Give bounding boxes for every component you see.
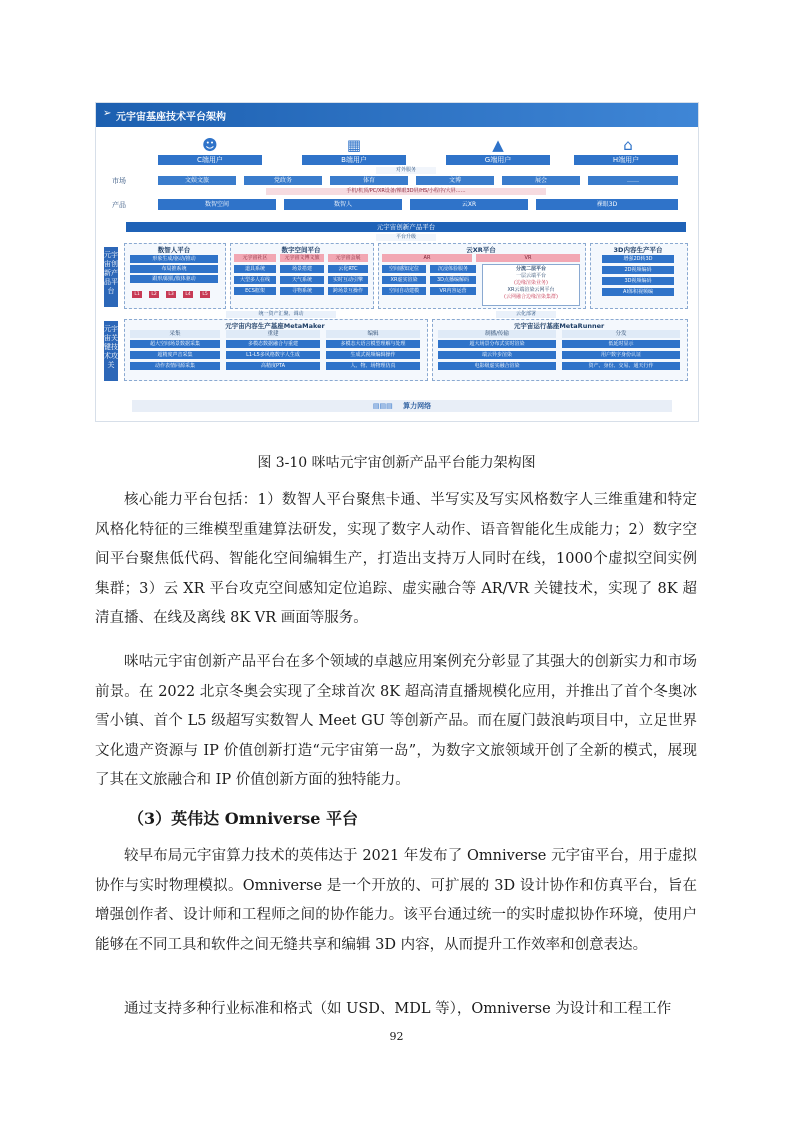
metamaker-cell: 多模态大语言模型理解与处理 xyxy=(326,340,420,348)
digital-space-title: 数字空间平台 xyxy=(281,246,321,254)
split-item: 一层云端平台 xyxy=(515,273,546,279)
building-icon: ▦ xyxy=(346,136,362,154)
metamaker-head: 编辑 xyxy=(326,330,420,338)
content-3d-cell: 2D视频编码 xyxy=(602,266,674,274)
content-3d-cell: 增强2D转3D xyxy=(602,255,674,263)
content-3d-cell: AI体积视频编 xyxy=(602,288,674,296)
server-icon: ▤▤▤ xyxy=(372,402,393,410)
metamaker-cell: 超精度声音采集 xyxy=(130,351,220,359)
level-badge: L5 xyxy=(200,291,210,298)
metamaker-cell: 超大空间场景数据采集 xyxy=(130,340,220,348)
product-item: 裸眼3D xyxy=(536,199,678,210)
platform-upgrade-label: 平台升级 xyxy=(376,234,436,241)
compute-network-bar xyxy=(132,400,672,412)
cloud-xr-cell: 空间自动建模 xyxy=(382,287,426,295)
product-item: 数智人 xyxy=(284,199,402,210)
cloud-xr-head-ar: AR xyxy=(382,254,472,262)
cloud-xr-cell: 沉浸体验服务 xyxy=(430,265,476,273)
government-icon: ▲ xyxy=(492,136,504,154)
metamaker-cell: 人、物、场物理仿真 xyxy=(326,362,420,370)
architecture-figure xyxy=(95,102,699,422)
content-3d-title: 3D内容生产平台 xyxy=(613,246,663,254)
cloud-deploy-label: 云化部署 xyxy=(496,311,556,318)
metarunner-cell: 低延时显示 xyxy=(562,340,680,348)
split-item: (边缘渲染业务) xyxy=(514,280,548,286)
product-row-label: 产品 xyxy=(112,201,126,209)
market-item: 体育 xyxy=(330,176,408,185)
metarunner-cell: 超大场景分布式实时渲染 xyxy=(438,340,556,348)
digital-space-head: 元宇宙文博文旅 xyxy=(280,254,324,262)
core-platform-side-label: 元宇宙创新产品平台 xyxy=(104,247,118,307)
digital-space-cell: 跨场景互操作 xyxy=(328,287,368,295)
digital-space-cell: 云化RTC xyxy=(328,265,368,273)
split-item: (云网融合边缘渲染集群) xyxy=(504,294,558,300)
market-item: 展会 xyxy=(502,176,580,185)
figure-caption: 图 3-10 咪咕元宇宙创新产品平台能力架构图 xyxy=(257,455,536,471)
level-badge: L2 xyxy=(149,291,159,298)
home-icon: ⌂ xyxy=(623,136,633,154)
compute-network-label: 算力网络 xyxy=(403,402,432,410)
digital-human-title: 数智人平台 xyxy=(157,246,191,254)
digital-space-cell: 大型多人在线 xyxy=(234,276,276,284)
section-heading: （3）英伟达 Omniverse 平台 xyxy=(128,809,358,828)
product-item: 云XR xyxy=(410,199,528,210)
metamaker-head: 重建 xyxy=(226,330,320,338)
split-item: XR云端渲染云网平台 xyxy=(507,287,555,293)
paragraph: 通过支持多种行业标准和格式（如 USD、MDL 等），Omniverse 为设计和工程工作 xyxy=(124,1001,672,1017)
metarunner-cell: 端云异步渲染 xyxy=(438,351,556,359)
users-group-icon: ☻ xyxy=(202,136,218,154)
metarunner-title: 元宇宙运行基座MetaRunner xyxy=(513,322,605,330)
bridge-label: 统一资产汇聚、调动 xyxy=(226,311,336,318)
base-tech-side-label: 元宇宙关键技术攻关 xyxy=(104,321,118,381)
metamaker-cell: L1-L5多风格数字人生成 xyxy=(226,351,320,359)
metamaker-title: 元宇宙内容生产基座MetaMaker xyxy=(225,322,325,330)
level-badge: L3 xyxy=(166,291,176,298)
cloud-xr-head-vr: VR xyxy=(476,254,580,262)
digital-human-item: 形象生成/驱动/推动 xyxy=(130,255,218,263)
user-g: G端用户 xyxy=(446,155,550,165)
market-row-label: 市场 xyxy=(112,177,126,185)
figure-title-bar xyxy=(96,103,698,127)
user-h: H端用户 xyxy=(574,155,678,165)
split-platform-title: 分流二层平台 xyxy=(515,266,546,272)
cloud-xr-cell: 空间感知定位 xyxy=(382,265,426,273)
metarunner-cell: 电影级虚实融合渲染 xyxy=(438,362,556,370)
paragraph: 较早布局元宇宙算力技术的英伟达于 2021 年发布了 Omniverse 元宇宙平台，用于虚拟协作与实时物理模拟。Omniverse 是一个开放的、可扩展的 3D 设计协作和仿真平台，旨在增强创作者、设计师和工程师之间的协作能力。该平台通过统一的实时虚拟协作环境，使用户能够在不同工具和软件之间无缝共享和编辑 3D 内容，从而提升工作效率和创意表达。 xyxy=(95,848,697,953)
metamaker-cell: 高精度PTA xyxy=(226,362,320,370)
digital-human-item: 跟形/跟肌/肢体驱动 xyxy=(130,275,218,283)
external-service-label: 对外服务 xyxy=(376,167,436,174)
cloud-xr-title: 云XR平台 xyxy=(466,246,496,254)
figure-title: 元宇宙基座技术平台架构 xyxy=(116,112,226,123)
level-badge: L4 xyxy=(183,291,193,298)
user-b: B端用户 xyxy=(302,155,406,165)
metarunner-cell: 用户数字身份认证 xyxy=(562,351,680,359)
split-platform-box xyxy=(482,264,580,306)
digital-human-item: 布局推系统 xyxy=(130,265,218,273)
digital-space-cell: 场景搭建 xyxy=(280,265,324,273)
digital-space-cell: 天气系统 xyxy=(280,276,324,284)
paragraph: 咪咕元宇宙创新产品平台在多个领域的卓越应用案例充分彰显了其强大的创新实力和市场前景。在 2022 北京冬奥会实现了全球首次 8K 超高清直播规模化应用，并推出了首个冬奥冰雪小镇、首个 L5 级超写实数智人 Meet GU 等创新产品。而在厦门鼓浪屿项目中，立足世界文化遗产资源与 IP 价值创新打造“元宇宙第一岛”，为数字文旅领域开创了全新的模式，展现了其在文旅融合和 IP 价值创新方面的独特能力。 xyxy=(95,654,697,788)
cloud-xr-cell: VR内容运营 xyxy=(430,287,476,295)
content-3d-cell: 3D视频编码 xyxy=(602,277,674,285)
page-number: 92 xyxy=(389,1030,404,1043)
digital-space-cell: 寻物系统 xyxy=(280,287,324,295)
metamaker-cell: 动作表情同源采集 xyxy=(130,362,220,370)
digital-space-cell: ECS框架 xyxy=(234,287,276,295)
market-item: …… xyxy=(588,176,678,185)
paragraph: 核心能力平台包括：1）数智人平台聚焦卡通、半写实及写实风格数字人三维重建和特定风格化特征的三维模型重建算法研发，实现了数字人动作、语音智能化生成能力；2）数字空间平台聚焦低代码、智能化空间编辑生产，打造出支持万人同时在线，1000个虚拟空间实例集群；3）云 XR 平台攻克空间感知定位追踪、虚实融合等 AR/VR 关键技术，实现了 8K 超清直播、在线及离线 8K VR 画面等服务。 xyxy=(95,492,697,626)
cloud-xr-cell: 3D点播编解码 xyxy=(430,276,476,284)
digital-space-head: 元宇宙会展 xyxy=(328,254,368,262)
user-c: C端用户 xyxy=(158,155,262,165)
market-item: 党政务 xyxy=(244,176,322,185)
digital-space-cell: 实时互动引擎 xyxy=(328,276,368,284)
level-badge: L1 xyxy=(132,291,142,298)
devices-line: 手机/机顶/PC/XR设备/裸眼3D屏/HS/小程序/大屏…… xyxy=(266,188,546,195)
arrow-icon: ➢ xyxy=(103,108,112,119)
digital-space-cell: 道具系统 xyxy=(234,265,276,273)
metamaker-cell: 多模态数据融合与重建 xyxy=(226,340,320,348)
metamaker-head: 采集 xyxy=(130,330,220,338)
metarunner-cell: 资产、身份、交易、通天行作 xyxy=(562,362,680,370)
metarunner-head: 分发 xyxy=(562,330,680,338)
metarunner-head: 制播/传输 xyxy=(438,330,556,338)
market-item: 文博 xyxy=(416,176,494,185)
cloud-xr-cell: XR虚实渲染 xyxy=(382,276,426,284)
metamaker-cell: 生成式视频编辑操作 xyxy=(326,351,420,359)
market-item: 文娱文旅 xyxy=(158,176,236,185)
product-item: 数智空间 xyxy=(158,199,276,210)
digital-space-head: 元宇宙社区 xyxy=(234,254,276,262)
innovation-platform-bar: 元宇宙创新产品平台 xyxy=(126,222,686,232)
